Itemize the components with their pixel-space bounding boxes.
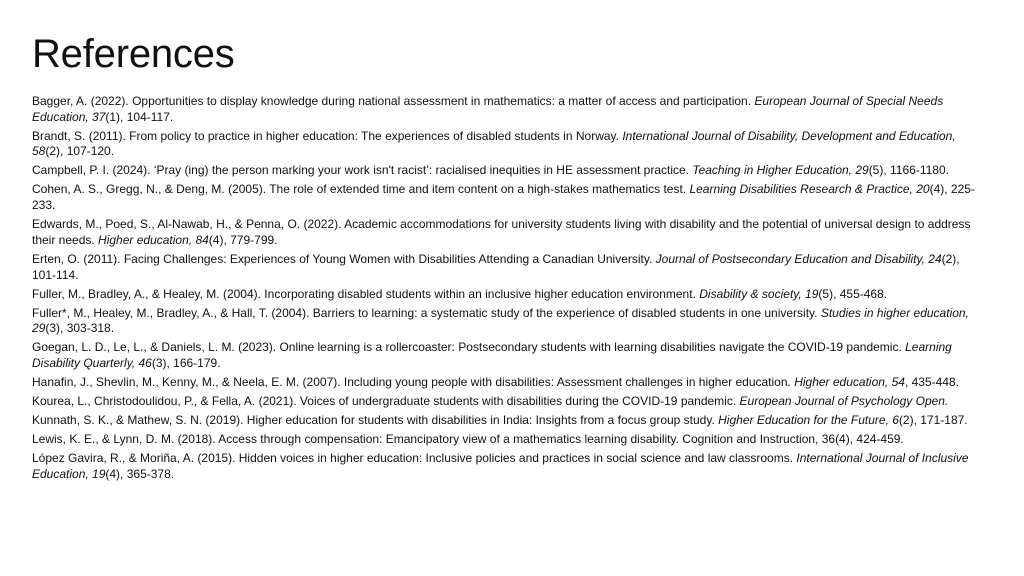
reference-item	[32, 129, 982, 160]
reference-source: Learning Disability Quarterly, 46	[32, 340, 952, 370]
reference-text: Campbell, P. I. (2024). ‘Pray (ing) the person marking your work isn't racist’: racialised inequities in HE assessment practice.	[32, 163, 693, 178]
reference-source: Teaching in Higher Education, 29	[692, 163, 869, 178]
reference-text: Fuller*, M., Healey, M., Bradley, A., & Hall, T. (2004). Barriers to learning: a systematic study of the experience of disabled students in one university.	[32, 305, 821, 320]
reference-item	[32, 394, 982, 410]
reference-source: International Journal of Inclusive Education, 19	[32, 450, 969, 481]
reference-citation: (1), 104-117.	[105, 109, 174, 124]
reference-source: Higher Education for the Future, 6	[718, 412, 899, 427]
reference-text: Goegan, L. D., Le, L., & Daniels, L. M. (2023). Online learning is a rollercoaster: Postsecondary students with learning disabilities navigate the COVID-19 pandemic.	[32, 340, 906, 355]
reference-text: Kunnath, S. K., & Mathew, S. N. (2019). Higher education for students with disabilities in India: Insights from a focus group study.	[32, 412, 719, 427]
reference-citation: (4), 365-378.	[105, 466, 175, 481]
reference-source: European Journal of Psychology Open.	[739, 393, 949, 408]
reference-item	[32, 287, 982, 303]
reference-source: Higher education, 84	[98, 232, 209, 247]
reference-source: International Journal of Disability, Development and Education, 58	[32, 128, 956, 159]
reference-item	[32, 375, 982, 391]
reference-item	[32, 252, 982, 283]
reference-text: Lewis, K. E., & Lynn, D. M. (2018). Access through compensation: Emancipatory view of a mathematics learning disability. Cognition and Instruction, 36(4), 424-459.	[32, 431, 904, 446]
reference-text: Edwards, M., Poed, S., Al-Nawab, H., & Penna, O. (2022). Academic accommodations for university students living with disability and the potential of universal design to address their needs.	[32, 217, 971, 247]
reference-citation: (2), 101-114.	[32, 251, 960, 282]
reference-citation: (5), 1166-1180.	[868, 163, 949, 178]
reference-text: Kourea, L., Christodoulidou, P., & Fella, A. (2021). Voices of undergraduate students with disabilities during the COVID-19 pandemic.	[32, 393, 740, 408]
reference-item	[32, 340, 982, 371]
reference-text: Bagger, A. (2022). Opportunities to display knowledge during national assessment in mathematics: a matter of access and participation.	[32, 94, 755, 108]
reference-source: Journal of Postsecondary Education and Disability, 24	[655, 251, 942, 266]
reference-citation: (2), 171-187.	[898, 412, 968, 427]
reference-item	[32, 217, 982, 248]
reference-item	[32, 306, 982, 337]
reference-citation: (4), 225-233.	[32, 182, 975, 213]
reference-source: Disability & society, 19	[699, 286, 819, 301]
reference-item	[32, 432, 982, 448]
page-title: References	[32, 32, 235, 76]
reference-citation: (4), 779-799.	[208, 232, 278, 247]
reference-source: Learning Disabilities Research & Practice, 20	[689, 182, 930, 197]
reference-source: Higher education, 54	[794, 374, 905, 389]
reference-source: Studies in higher education, 29	[32, 305, 969, 336]
reference-item	[32, 182, 982, 213]
reference-item	[32, 413, 982, 429]
reference-source: European Journal of Special Needs Education, 37	[32, 94, 944, 124]
reference-text: Brandt, S. (2011). From policy to practice in higher education: The experiences of disabled students in Norway.	[32, 128, 623, 143]
reference-text: Hanafin, J., Shevlin, M., Kenny, M., & Neela, E. M. (2007). Including young people with disabilities: Assessment challenges in higher education.	[32, 374, 795, 389]
reference-citation: , 435-448.	[904, 374, 959, 389]
reference-citation: (3), 303-318.	[45, 321, 115, 336]
reference-citation: (3), 166-179.	[151, 355, 221, 370]
reference-text: López Gavira, R., & Moriña, A. (2015). Hidden voices in higher education: Inclusive policies and practices in social science and law classrooms.	[32, 450, 797, 465]
reference-item	[32, 451, 982, 482]
reference-text: Erten, O. (2011). Facing Challenges: Experiences of Young Women with Disabilities Attending a Canadian University.	[32, 251, 656, 266]
reference-citation: (2), 107-120.	[45, 144, 115, 159]
reference-item	[32, 94, 982, 125]
reference-text: Cohen, A. S., Gregg, N., & Deng, M. (2005). The role of extended time and item content on a high-stakes mathematics test.	[32, 182, 690, 197]
reference-item	[32, 163, 982, 179]
reference-list	[32, 94, 982, 486]
reference-citation: (5), 455-468.	[818, 286, 888, 301]
reference-text: Fuller, M., Bradley, A., & Healey, M. (2004). Incorporating disabled students within an inclusive higher education environment.	[32, 286, 700, 301]
